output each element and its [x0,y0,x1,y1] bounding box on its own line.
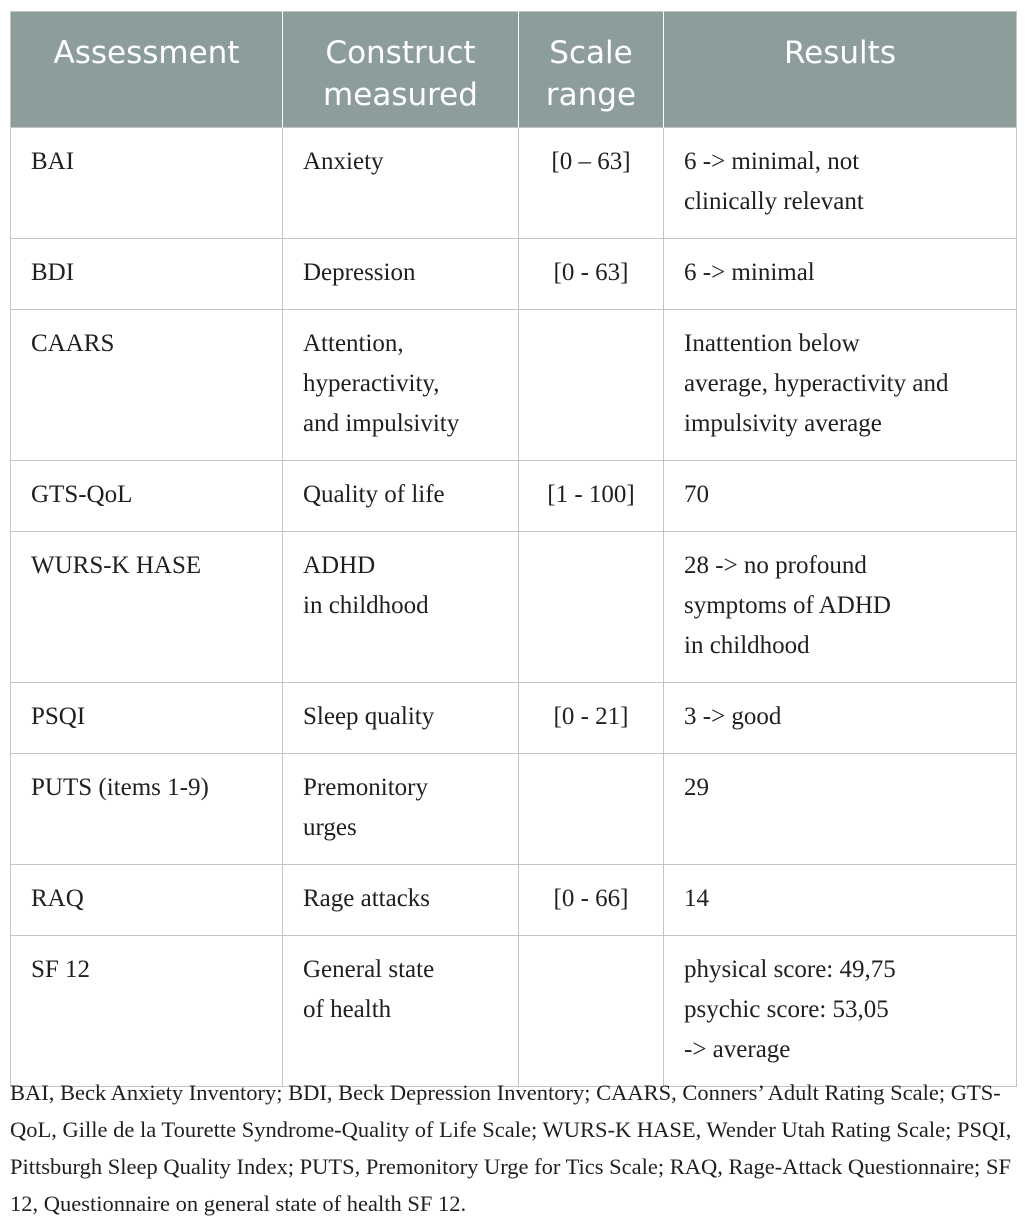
cell-results: 6 -> minimal, not clinically relevant [664,128,1017,239]
cell-assessment: CAARS [11,310,283,461]
cell-construct: Depression [283,239,519,310]
header-results: Results [664,12,1017,128]
assessment-table [10,11,1017,1087]
cell-assessment: PSQI [11,683,283,754]
header-scale-range: Scale range [519,12,664,128]
cell-scale-range: [0 - 66] [519,865,664,936]
cell-assessment: PUTS (items 1-9) [11,754,283,865]
cell-construct: Rage attacks [283,865,519,936]
cell-construct: Attention, hyperactivity, and impulsivity [283,310,519,461]
cell-construct: ADHD in childhood [283,532,519,683]
table-row [11,865,1017,936]
cell-scale-range: [1 - 100] [519,461,664,532]
cell-results: 29 [664,754,1017,865]
cell-construct: Sleep quality [283,683,519,754]
cell-construct: Anxiety [283,128,519,239]
cell-construct: Quality of life [283,461,519,532]
cell-construct: Premonitory urges [283,754,519,865]
table-row [11,239,1017,310]
cell-scale-range [519,754,664,865]
table-row [11,532,1017,683]
cell-assessment: SF 12 [11,936,283,1087]
cell-scale-range: [0 - 21] [519,683,664,754]
cell-results: 6 -> minimal [664,239,1017,310]
table-row [11,461,1017,532]
table-row [11,936,1017,1087]
table-row [11,754,1017,865]
cell-scale-range [519,310,664,461]
cell-results: Inattention below average, hyperactivity and impulsivity average [664,310,1017,461]
cell-results: physical score: 49,75 psychic score: 53,05 -> average [664,936,1017,1087]
cell-assessment: WURS-K HASE [11,532,283,683]
cell-scale-range [519,532,664,683]
cell-results: 70 [664,461,1017,532]
assessment-table-container [10,11,1016,1087]
cell-assessment: BDI [11,239,283,310]
cell-construct: General state of health [283,936,519,1087]
header-assessment: Assessment [11,12,283,128]
table-header-row [11,12,1017,128]
table-row [11,683,1017,754]
table-row [11,310,1017,461]
cell-results: 14 [664,865,1017,936]
cell-scale-range: [0 - 63] [519,239,664,310]
table-body [11,128,1017,1087]
cell-scale-range [519,936,664,1087]
table-footnote: BAI, Beck Anxiety Inventory; BDI, Beck Depression Inventory; CAARS, Conners’ Adult Rating Scale; GTS-QoL, Gille de la Tourette Syndrome-Quality of Life Scale; WURS-K HASE, Wender Utah Rating Scale; PSQI, Pittsburgh Sleep Quality Index; PUTS, Premonitory Urge for Tics Scale; RAQ, Rage-Attack Questionnaire; SF 12, Questionnaire on general state of health SF 12. [10,1080,1012,1216]
cell-assessment: GTS-QoL [11,461,283,532]
cell-assessment: BAI [11,128,283,239]
cell-results: 28 -> no profound symptoms of ADHD in childhood [664,532,1017,683]
cell-scale-range: [0 – 63] [519,128,664,239]
cell-results: 3 -> good [664,683,1017,754]
cell-assessment: RAQ [11,865,283,936]
header-construct: Construct measured [283,12,519,128]
table-row [11,128,1017,239]
